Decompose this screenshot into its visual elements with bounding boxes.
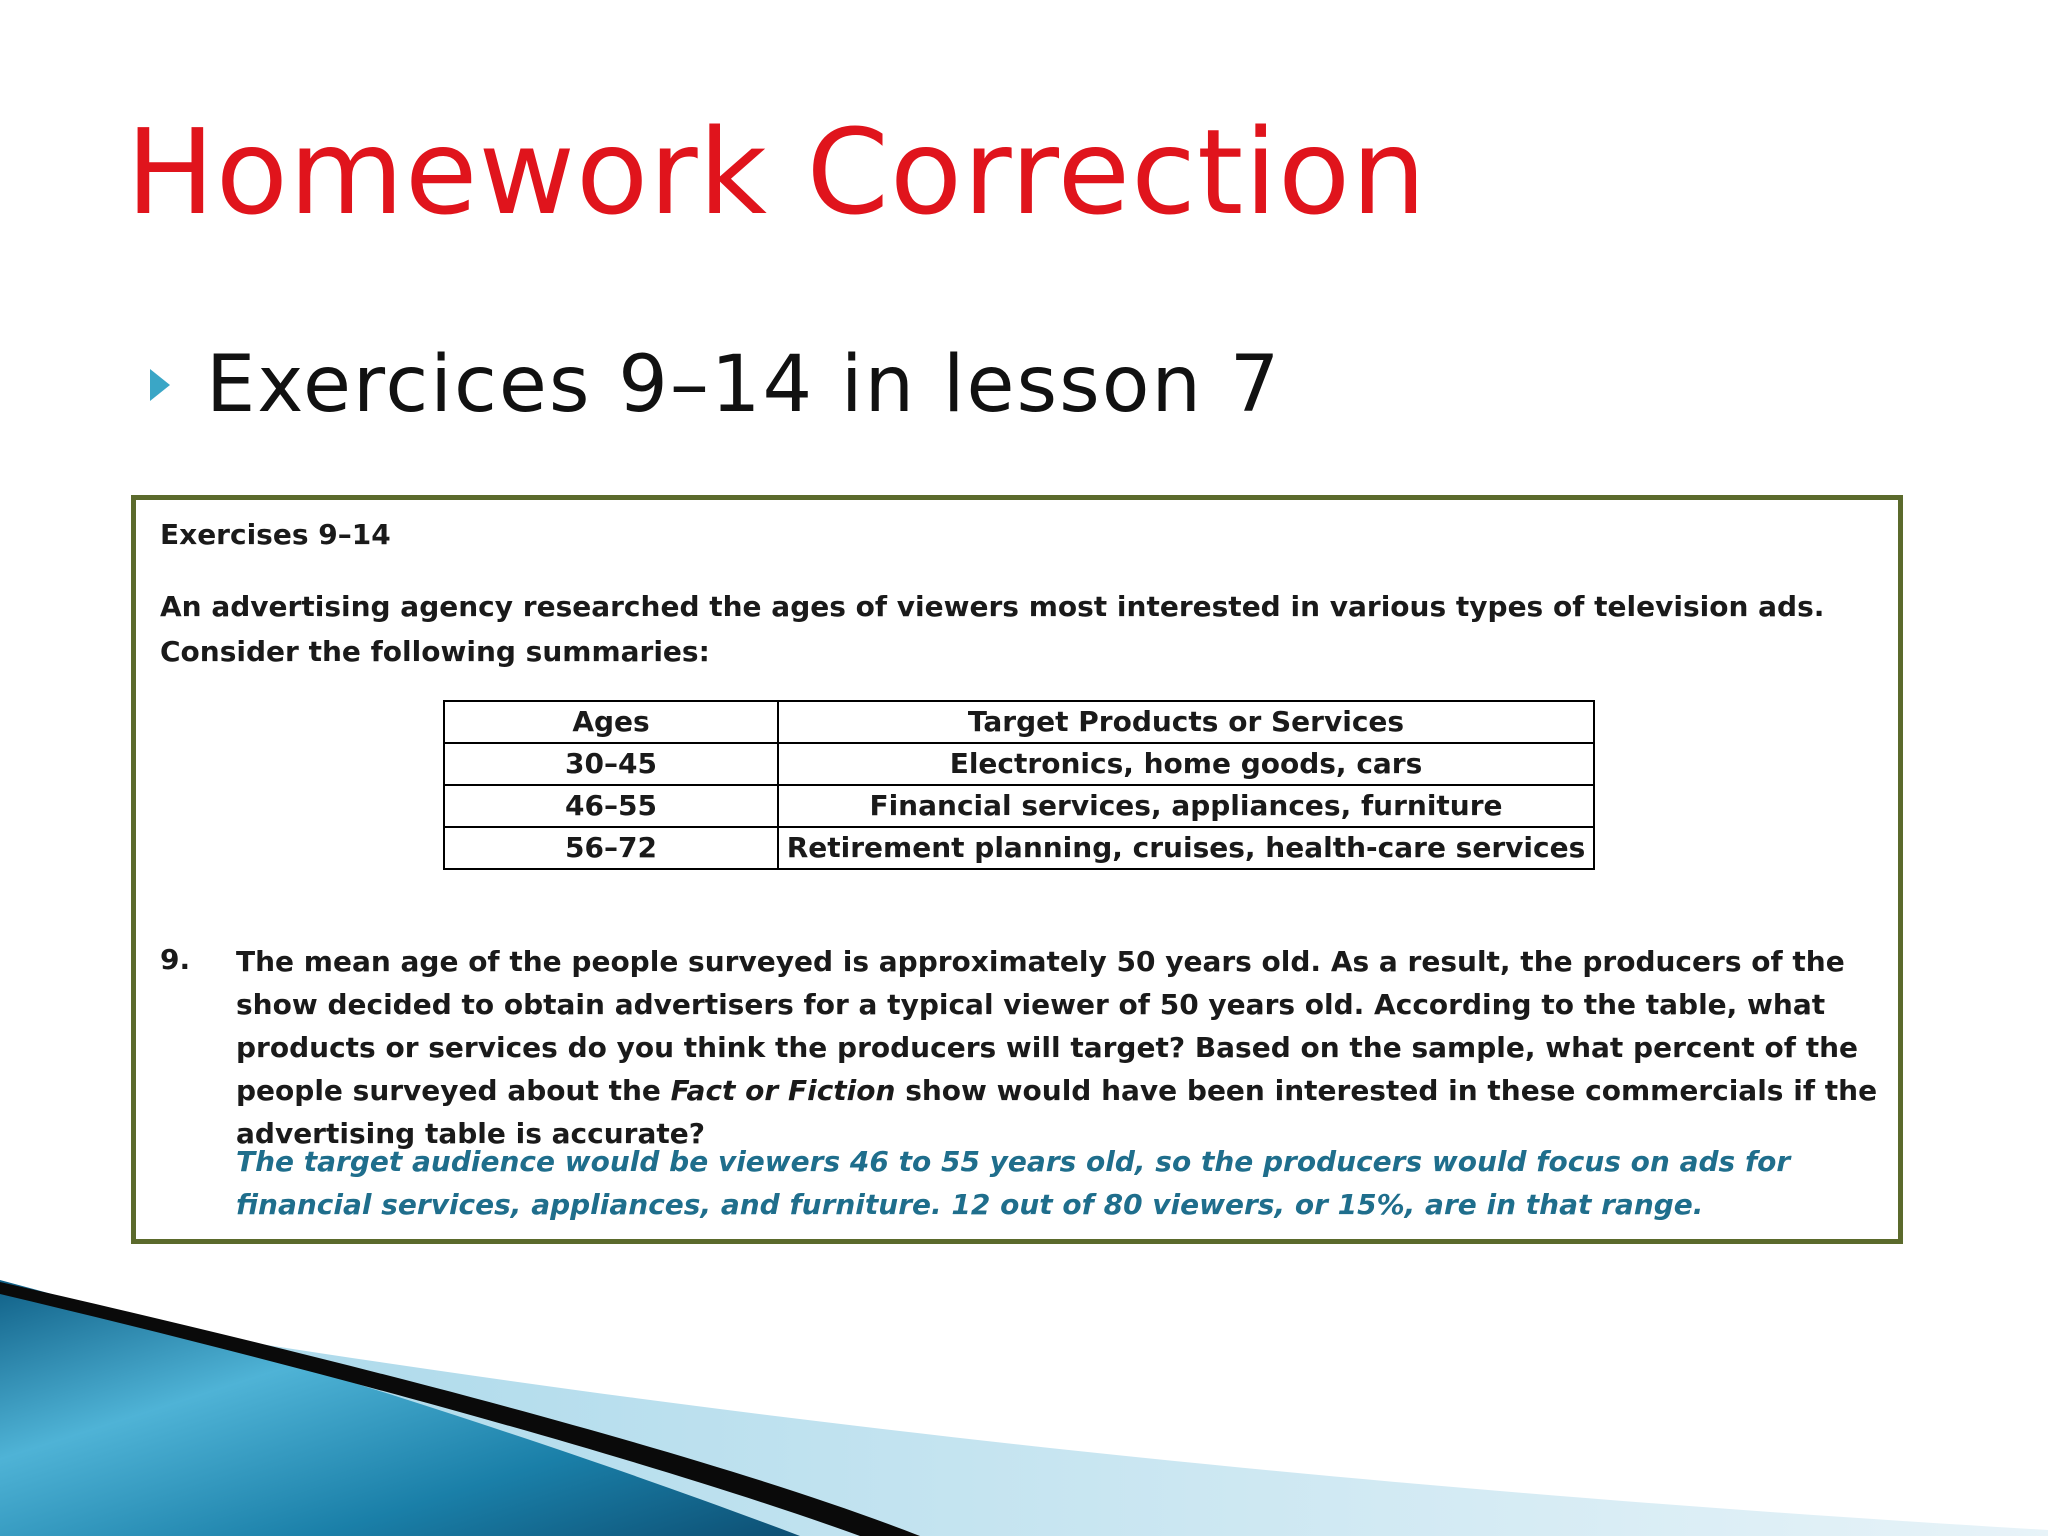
exercise-intro: An advertising agency researched the ages of viewers most interested in various types of television ads. Consider the following summaries: <box>160 590 1825 668</box>
table-row <box>444 785 1594 827</box>
table-cell-products: Retirement planning, cruises, health-care services <box>778 827 1594 869</box>
bullet-text: Exercices 9–14 in lesson 7 <box>206 340 1282 430</box>
question-number: 9. <box>160 943 191 976</box>
table-cell-products: Electronics, home goods, cars <box>778 743 1594 785</box>
question-text <box>236 940 1886 1155</box>
answer-text: The target audience would be viewers 46 to 55 years old, so the producers would focus on ads for financial services, appliances, and furniture. 12 out of 80 viewers, or 15%, are in that range. <box>236 1145 1791 1221</box>
table-header-row <box>444 701 1594 743</box>
triangle-bullet-icon <box>150 369 170 401</box>
table-cell-age: 56–72 <box>444 827 778 869</box>
slide-title: Homework Correction <box>126 103 1427 241</box>
table-header-products: Target Products or Services <box>778 701 1594 743</box>
table-cell-age: 46–55 <box>444 785 778 827</box>
question-text-part: The mean age of the people surveyed is approximately 50 years old. As a result, the producers of the show decided to obtain advertisers for a typical viewer of 50 years old. According to the table, what products or services do you think the producers will target? Based on the sample, what percent of the people surveyed about the <box>236 945 1859 1107</box>
summary-table <box>443 700 1595 870</box>
table-row <box>444 743 1594 785</box>
question-show-title: Fact or Fiction <box>670 1074 896 1107</box>
table-header-ages: Ages <box>444 701 778 743</box>
question-text-part: show would have been interested in these commercials if the advertising table is accurate? <box>236 1074 1878 1150</box>
table-row <box>444 827 1594 869</box>
table-cell-products: Financial services, appliances, furniture <box>778 785 1594 827</box>
decorative-swoosh <box>0 1280 2048 1536</box>
exercise-image-box <box>131 495 1903 1244</box>
bullet-item <box>150 335 1281 435</box>
table-cell-age: 30–45 <box>444 743 778 785</box>
exercise-heading: Exercises 9–14 <box>160 518 391 551</box>
